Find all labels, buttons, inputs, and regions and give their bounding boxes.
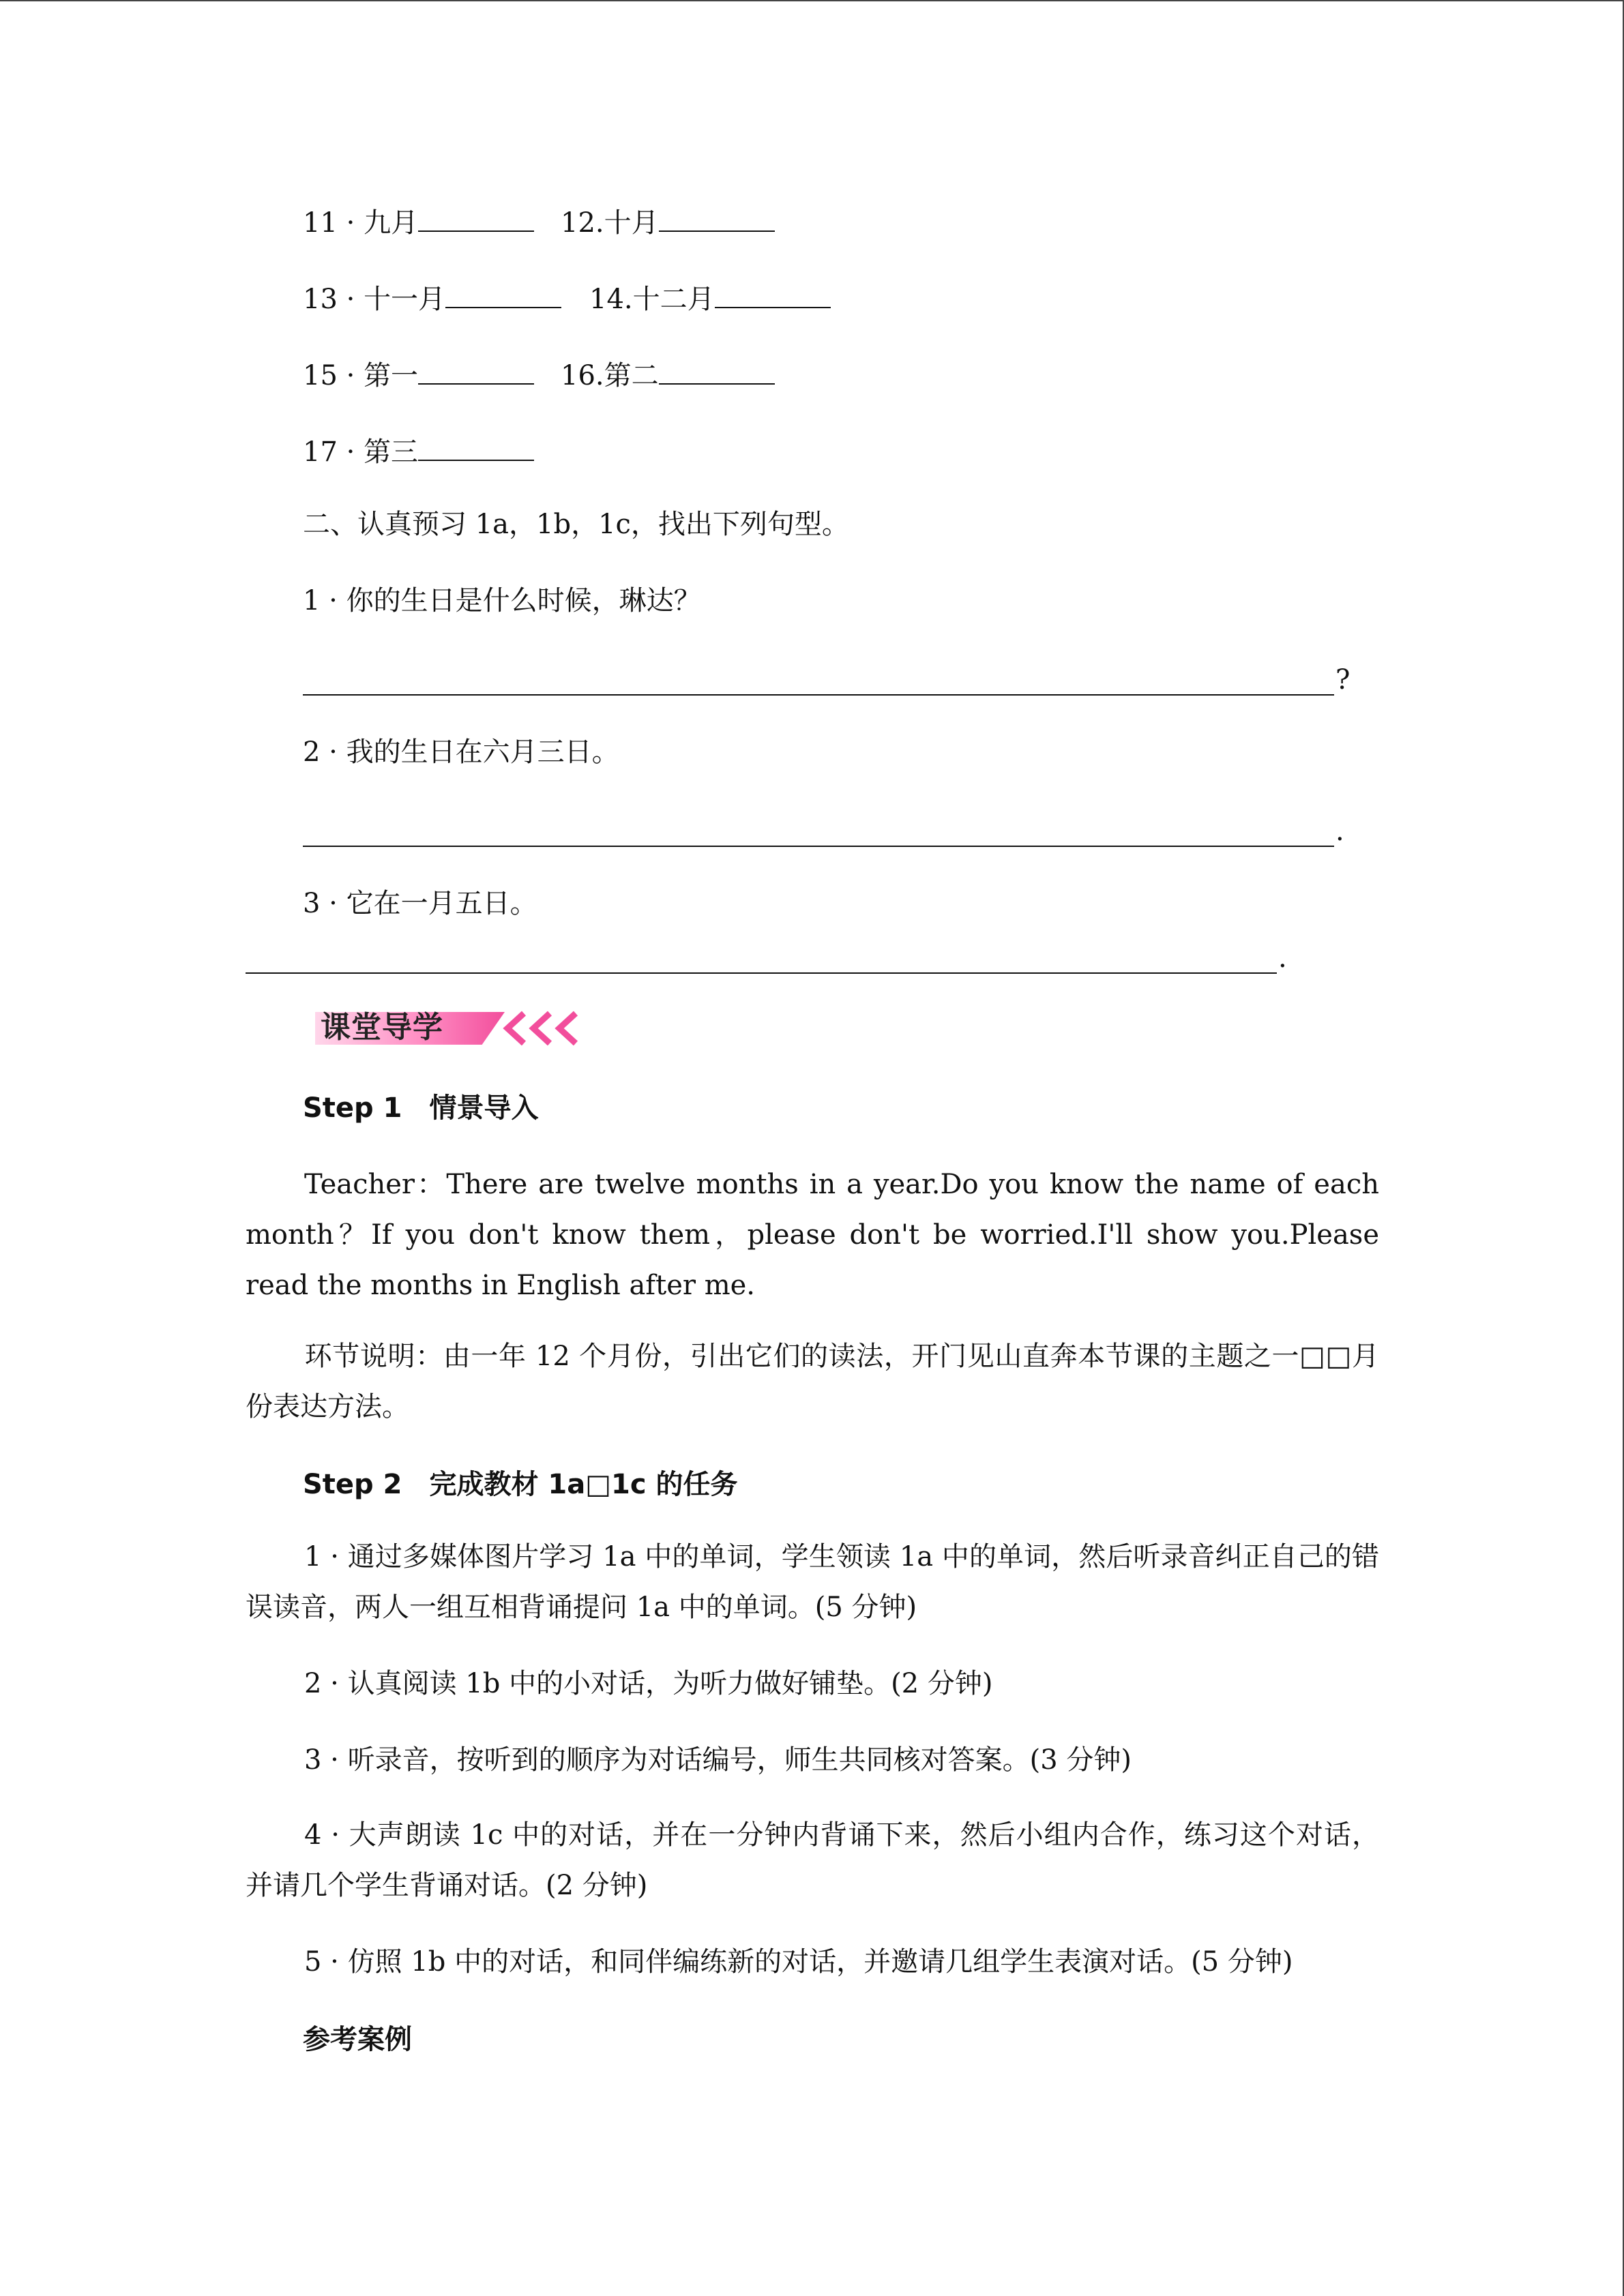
answer-end-mark-1: ? xyxy=(1335,664,1350,696)
item-separator: · xyxy=(346,360,355,391)
item-label: 十一月 xyxy=(364,284,446,315)
answer-blank[interactable] xyxy=(715,280,831,308)
section2-title: 二、认真预习 1a，1b，1c，找出下列句型。 xyxy=(303,509,849,540)
vocab-item-11 xyxy=(303,203,534,240)
answer-blank[interactable] xyxy=(418,203,534,232)
step2-item-2 xyxy=(246,1658,1379,1709)
item-label: 第三 xyxy=(364,436,419,468)
answer-end-mark-3: . xyxy=(1278,942,1287,974)
step1-note-paragraph xyxy=(246,1331,1379,1432)
note-text: 环节说明：由一年 12 个月份，引出它们的读法，开门见山直奔本节课的主题之一□□月份表达方法。 xyxy=(246,1341,1379,1422)
vocab-item-12 xyxy=(561,203,775,240)
item-number: 11 xyxy=(303,207,338,239)
answer-blank[interactable] xyxy=(445,280,561,308)
vocab-item-17 xyxy=(303,432,534,469)
item-label: 第一 xyxy=(364,360,419,391)
answer-line-2[interactable] xyxy=(303,813,1334,847)
answer-line-1[interactable] xyxy=(303,661,1334,696)
item-number: 16. xyxy=(561,360,604,391)
answer-blank[interactable] xyxy=(418,356,534,385)
step2-item-5 xyxy=(246,1937,1379,1987)
step1-heading: Step 1 情景导入 xyxy=(303,1092,539,1124)
item-label: 九月 xyxy=(364,207,419,239)
answer-blank[interactable] xyxy=(418,432,534,461)
item-number: 13 xyxy=(303,284,338,315)
answer-blank[interactable] xyxy=(659,356,775,385)
step2-heading: Step 2 完成教材 1a□1c 的任务 xyxy=(303,1469,738,1500)
section-badge xyxy=(315,1008,588,1049)
vocab-item-15 xyxy=(303,356,534,393)
vocab-item-16 xyxy=(561,356,775,393)
item-separator: · xyxy=(346,436,355,468)
chevron-left-icon xyxy=(501,1009,589,1047)
item-number: 14. xyxy=(589,284,633,315)
badge-label: 课堂导学 xyxy=(321,1010,443,1045)
step2-item-text: 4 · 大声朗读 1c 中的对话，并在一分钟内背诵下来，然后小组内合作，练习这个对话，并请几个学生背诵对话。(2 分钟) xyxy=(246,1819,1379,1901)
reference-heading: 参考案例 xyxy=(303,2024,412,2055)
teacher-text: Teacher：There are twelve months in a year.Do you know the name of each month？If you don't know them，please don't be worried.I'll show you.Please read the months in English after me. xyxy=(246,1169,1379,1301)
sentence-item-1: 1 · 你的生日是什么时候，琳达？ xyxy=(303,585,701,616)
vocab-item-13 xyxy=(303,280,561,316)
step2-item-4 xyxy=(246,1810,1379,1911)
item-label: 十二月 xyxy=(632,284,715,315)
sentence-item-3: 3 · 它在一月五日。 xyxy=(303,888,537,919)
step2-item-3 xyxy=(246,1735,1379,1785)
item-number: 17 xyxy=(303,436,338,468)
step2-item-text: 2 · 认真阅读 1b 中的小对话，为听力做好铺垫。(2 分钟) xyxy=(304,1668,993,1699)
item-separator: · xyxy=(346,284,355,315)
answer-line-3[interactable] xyxy=(246,940,1277,974)
vocab-item-14 xyxy=(589,280,831,316)
step2-item-text: 5 · 仿照 1b 中的对话，和同伴编练新的对话，并邀请几组学生表演对话。(5 分钟) xyxy=(304,1946,1293,1978)
step1-teacher-paragraph xyxy=(246,1159,1379,1311)
step2-item-1 xyxy=(246,1532,1379,1632)
sentence-item-2: 2 · 我的生日在六月三日。 xyxy=(303,736,619,768)
answer-blank[interactable] xyxy=(659,203,775,232)
item-number: 15 xyxy=(303,360,338,391)
step2-item-text: 3 · 听录音，按听到的顺序为对话编号，师生共同核对答案。(3 分钟) xyxy=(304,1744,1132,1776)
answer-end-mark-2: . xyxy=(1335,816,1344,847)
item-number: 12. xyxy=(561,207,604,239)
item-separator: · xyxy=(346,207,355,239)
step2-item-text: 1 · 通过多媒体图片学习 1a 中的单词，学生领读 1a 中的单词，然后听录音纠正自己的错误读音，两人一组互相背诵提问 1a 中的单词。(5 分钟) xyxy=(246,1541,1379,1623)
item-label: 十月 xyxy=(604,207,659,239)
item-label: 第二 xyxy=(604,360,659,391)
